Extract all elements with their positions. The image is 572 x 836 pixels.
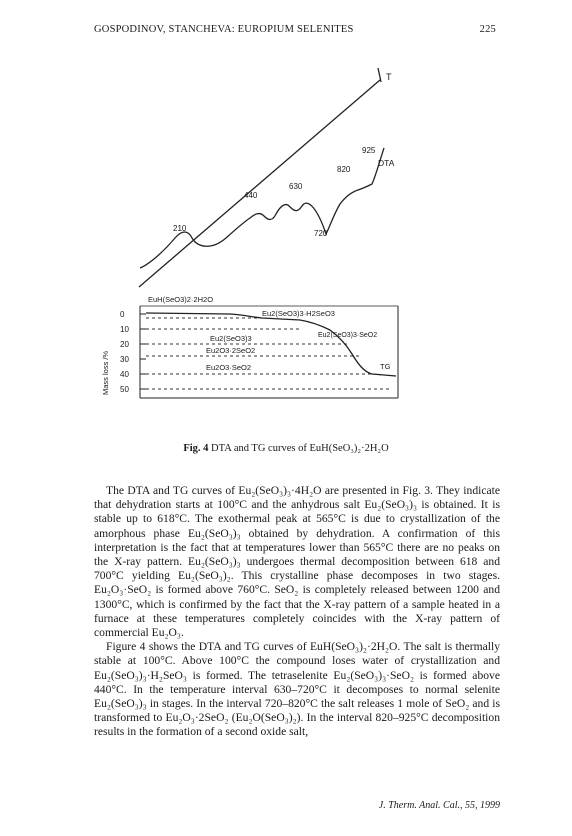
dta-peak-label: 210 [173, 224, 187, 233]
tg-y-tick-label: 20 [120, 340, 129, 349]
tg-y-tick-label: 10 [120, 325, 129, 334]
running-title: GOSPODINOV, STANCHEVA: EUROPIUM SELENITES [94, 24, 354, 35]
tg-y-tick-label: 50 [120, 385, 129, 394]
dta-peak-label: 720 [314, 229, 328, 238]
body-text [94, 484, 500, 740]
figure-caption-text: DTA and TG curves of EuH(SeO₃)₂·2H₂O [208, 443, 389, 454]
journal-footer: J. Therm. Anal. Cal., 55, 1999 [378, 800, 500, 811]
figure-caption [0, 443, 572, 454]
tg-y-ticks [140, 314, 146, 389]
dta-peak-label: 925 [362, 146, 376, 155]
dta-peak-label: 630 [289, 182, 303, 191]
t-label: T [386, 72, 392, 82]
tg-phase-label: Eu2O3·SeO2 [206, 363, 252, 372]
tg-y-tick-label: 0 [120, 310, 125, 319]
tg-phase-label: Eu2(SeO3)3·SeO2 [318, 332, 378, 339]
temperature-line [139, 80, 380, 287]
tg-phase-label: Eu2O3·2SeO2 [206, 346, 256, 355]
page-number: 225 [479, 24, 496, 35]
tg-phase-label: EuH(SeO3)2·2H2O [148, 295, 214, 304]
tg-phase-label: Eu2(SeO3)3·H2SeO3 [262, 309, 335, 318]
tg-y-axis-label: Mass loss /% [101, 350, 110, 395]
tg-phase-levels [146, 318, 392, 389]
dta-peak-label: 820 [337, 165, 351, 174]
tg-y-tick-label: 30 [120, 355, 129, 364]
tg-phase-label: Eu2(SeO3)3 [210, 334, 252, 343]
tg-y-tick-label: 40 [120, 370, 129, 379]
tg-label: TG [380, 362, 391, 371]
dta-peak-label: 440 [244, 191, 258, 200]
paragraph: Figure 4 shows the DTA and TG curves of EuH(SeO₃)₂·2H₂O. The salt is thermally stable at 100°C. Above 100°C the compound loses water of crystallization and Eu₂(SeO₃)₃·H₂SeO₃ is formed. The tetraselenite Eu₂(SeO₃)₃·SeO₂ is formed above 440°C. In the temperature interval 630–720°C it decomposes to normal selenite Eu₂(SeO₃)₃ in stages. In the interval 720–820°C the salt releases 1 mole of SeO₂ and is transformed to Eu₂O₃·2SeO₂ (Eu₂O(SeO₃)₂). In the interval 820–925°C decomposition results in the formation of a second oxide salt, [94, 640, 500, 739]
tg-curve [146, 313, 396, 376]
figure-caption-prefix: Fig. 4 [183, 443, 209, 454]
dta-label: DTA [378, 158, 395, 168]
paragraph: The DTA and TG curves of Eu₂(SeO₃)₃·4H₂O are presented in Fig. 3. They indicate that dehydration starts at 100°C and the anhydrous salt Eu₂(SeO₃)₃ is obtained. It is stable up to 618°C. The exothermal peak at 565°C is due to crystallization of the amorphous phase Eu₂(SeO₃)₃ obtained by dehydration. A confirmation of this interpretation is the fact that at temperatures lower than 565°C there are no peaks on the X-ray pattern. Eu₂(SeO₃)₃ undergoes thermal decomposition between 618 and 700°C yielding Eu₂(SeO₃)₂. This crystalline phase decomposes in two stages. Eu₂O₃·SeO₂ is formed above 760°C. SeO₂ is completely released between 1200 and 1300°C, which is confirmed by the fact that the X-ray pattern of a sample heated in a furnace at these temperatures completely coincides with the X-ray pattern of commercial Eu₂O₃. [94, 484, 500, 640]
